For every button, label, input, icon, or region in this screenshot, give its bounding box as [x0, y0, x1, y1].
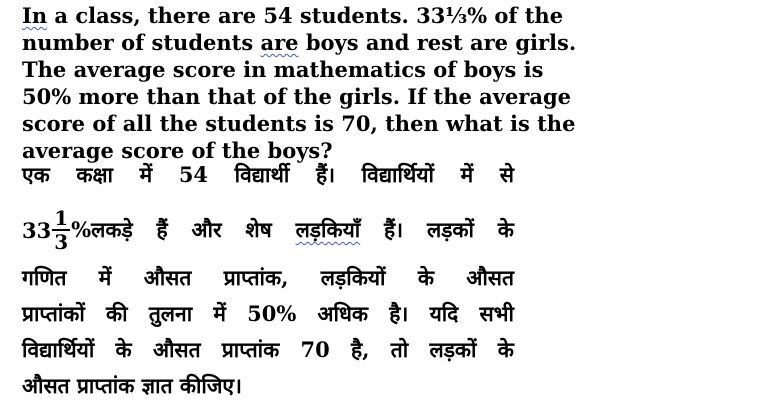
hindi-word: है,	[351, 337, 370, 362]
hindi-word: गणित	[22, 265, 67, 290]
hindi-word: तुलना	[148, 301, 193, 326]
hindi-word: हैं।	[384, 217, 404, 242]
hindi-word: लड़कों	[429, 337, 477, 362]
hindi-word: और	[191, 217, 222, 242]
english-line-1: In a class, there are 54 students. 33⅓% of the	[22, 3, 564, 28]
english-line-6: average score of the boys?	[22, 138, 333, 163]
hindi-word: औसत	[143, 265, 192, 290]
hindi-word: सभी	[479, 301, 514, 326]
hindi-line-1	[22, 161, 514, 189]
hindi-word: एक	[22, 162, 50, 187]
hindi-word: औसत	[152, 337, 201, 362]
hindi-word: लड़कियाँ	[295, 217, 361, 242]
hindi-word: तो	[390, 337, 409, 362]
hindi-word: हैं	[156, 217, 168, 242]
hindi-line-5	[22, 336, 514, 364]
hindi-word: 50%	[247, 301, 297, 326]
hindi-word: औसत	[466, 265, 514, 290]
hindi-line-3	[22, 264, 514, 292]
hindi-word: लड़कियों	[320, 265, 386, 290]
hindi-word: के	[497, 337, 514, 362]
hindi-word: विद्यार्थियों	[361, 162, 434, 187]
english-line-1-rest: a class, there are 54 students. 33⅓% of the	[54, 3, 564, 28]
hindi-word: से	[499, 162, 514, 187]
hindi-word: के	[115, 337, 132, 362]
hindi-line-4	[22, 300, 514, 328]
hindi-word: 54	[178, 162, 209, 187]
hindi-word: %लकड़े	[71, 217, 133, 242]
fraction-denominator: 3	[54, 230, 69, 254]
hindi-word: कक्षा	[76, 162, 113, 187]
hindi-line-2	[22, 202, 514, 258]
english-line-5: score of all the students is 70, then what is the	[22, 111, 576, 136]
hindi-word: प्राप्तांक,	[223, 265, 289, 290]
spell-flag: are	[260, 30, 299, 55]
hindi-word: हैं।	[315, 162, 336, 187]
hindi-word: में	[213, 301, 226, 326]
hindi-word: अधिक	[317, 301, 369, 326]
hindi-word: 70	[300, 337, 330, 362]
english-line-2: number of students are boys and rest are girls.	[22, 30, 577, 55]
hindi-word: की	[106, 301, 128, 326]
english-line-3: The average score in mathematics of boys is	[22, 57, 544, 82]
hindi-word: लड़कों	[426, 217, 474, 242]
fraction-numerator: 1	[54, 206, 69, 230]
english-question	[22, 2, 577, 164]
hindi-word: में	[98, 265, 112, 290]
hindi-line-6	[22, 372, 514, 400]
hindi-word: में	[460, 162, 474, 187]
english-line-4: 50% more than that of the girls. If the average	[22, 84, 572, 109]
fraction	[52, 207, 70, 253]
hindi-word: शेष	[245, 217, 272, 242]
hindi-word: में	[139, 162, 153, 187]
fraction-whole: 33	[22, 217, 52, 243]
hindi-line-6-text: औसत प्राप्तांक ज्ञात कीजिए।	[22, 373, 243, 398]
hindi-word: के	[497, 217, 514, 242]
mixed-fraction	[22, 207, 133, 253]
hindi-word: है।	[389, 301, 409, 326]
hindi-word: प्राप्तांक	[221, 337, 280, 362]
hindi-word: विद्यार्थियों	[22, 337, 95, 362]
hindi-word: विद्यार्थी	[234, 162, 290, 187]
hindi-word: के	[417, 265, 434, 290]
hindi-word: प्राप्तांकों	[22, 301, 85, 326]
hindi-word: यदि	[429, 301, 459, 326]
